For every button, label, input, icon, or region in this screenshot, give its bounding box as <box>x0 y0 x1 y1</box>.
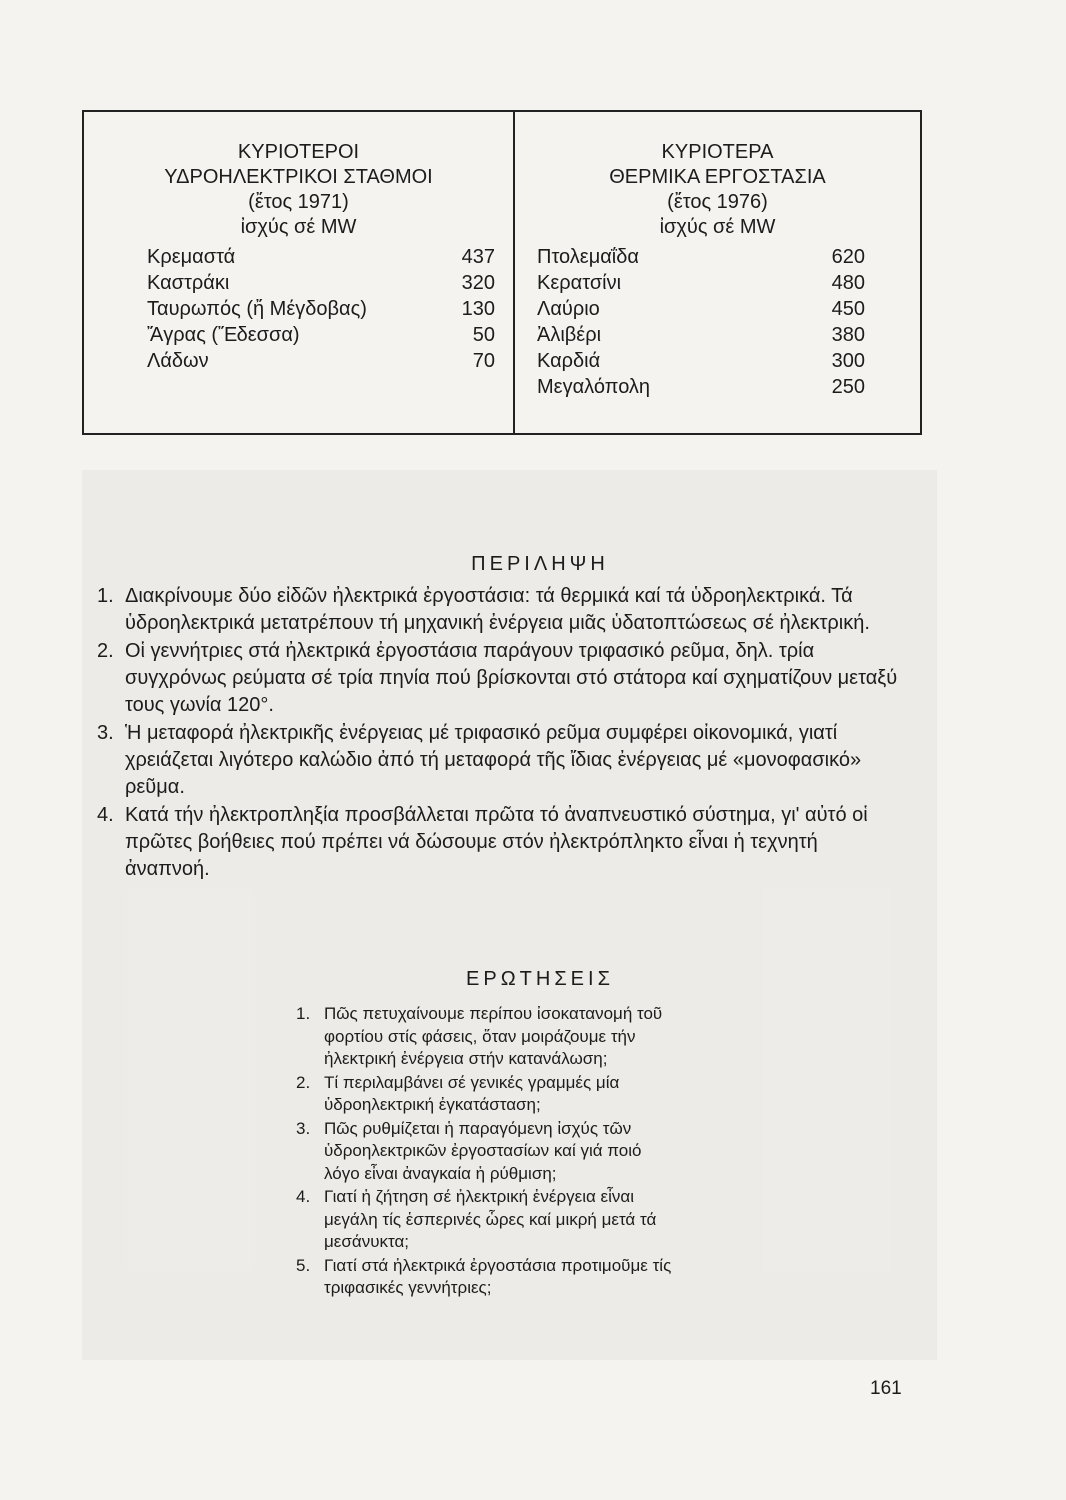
page-number: 161 <box>870 1378 902 1399</box>
summary-item <box>97 638 907 719</box>
header-line: ΚΥΡΙΟΤΕΡΟΙ <box>237 141 360 163</box>
plant-power: 300 <box>831 350 865 372</box>
item-text: Τί περιλαμβάνει σέ γενικές γραμμές μία ὑδροηλεκτρική ἐγκατάσταση; <box>324 1072 620 1114</box>
station-name: Ἄγρας (Ἔδεσσα) <box>147 324 300 346</box>
item-text: Γιατί ἡ ζήτηση σέ ἠλεκτρική ἐνέργεια εἶναι μεγάλη τίς ἑσπερινές ὧρες καί μικρή μετά τά μεσάνυκτα; <box>324 1187 657 1251</box>
summary-item <box>97 583 907 637</box>
station-power: 437 <box>461 246 495 268</box>
item-text: Οἱ γεννήτριες στά ἠλεκτρικά ἐργοστάσια παράγουν τριφασικό ρεῦμα, δηλ. τρία συγχρόνως ρεύματα σέ τρία πηνία πού βρίσκονται στό στάτορα καί σχηματίζουν μεταξύ τους γωνία 120°. <box>125 640 898 716</box>
header-line: (ἔτος 1971) <box>248 191 349 213</box>
plant-name: Ἀλιβέρι <box>537 324 602 346</box>
table-row <box>515 322 920 348</box>
header-line: ΚΥΡΙΟΤΕΡΑ <box>661 141 774 163</box>
station-name: Κρεμαστά <box>147 246 236 268</box>
plant-name: Μεγαλόπολη <box>537 376 651 398</box>
station-name: Καστράκι <box>147 272 230 294</box>
table-row <box>515 244 920 270</box>
question-item <box>296 1072 676 1117</box>
item-text: Ἡ μεταφορά ἠλεκτρικῆς ἐνέργειας μέ τριφασικό ρεῦμα συμφέρει οἰκονομικά, γιατί χρειάζεται λιγότερο καλώδιο ἀπό τή μεταφορά τῆς ἴδιας ἐνέργειας μέ «μονοφασικό» ρεῦμα. <box>125 722 862 798</box>
table-row <box>84 322 513 348</box>
item-number: 5. <box>296 1255 311 1275</box>
station-power: 320 <box>461 272 495 294</box>
table-row <box>515 270 920 296</box>
item-text: Διακρίνουμε δύο εἰδῶν ἠλεκτρικά ἐργοστάσια: τά θερμικά καί τά ὑδροηλεκτρικά. Τά ὑδροηλεκτρικά μετατρέπουν τή μηχανική ἐνέργεια μιᾶς ὑδατοπτώσεως σέ ἠλεκτρική. <box>125 585 870 634</box>
questions-list <box>296 1003 676 1301</box>
table-row <box>84 244 513 270</box>
table-row <box>515 296 920 322</box>
table-row <box>84 270 513 296</box>
header-line: (ἔτος 1976) <box>667 191 768 213</box>
station-power: 70 <box>472 350 495 372</box>
item-number: 1. <box>296 1004 311 1023</box>
plant-name: Πτολεμαΐδα <box>537 246 639 268</box>
plant-name: Λαύριο <box>537 298 600 320</box>
item-number: 4. <box>296 1187 311 1206</box>
header-line: ἰσχύς σέ MW <box>240 216 357 238</box>
item-number: 3. <box>97 722 114 744</box>
item-number: 4. <box>97 804 114 826</box>
summary-title: ΠΕΡΙΛΗΨΗ <box>471 553 609 575</box>
question-item <box>296 1003 676 1071</box>
item-text: Γιατί στά ἠλεκτρικά ἐργοστάσια προτιμοῦμε τίς τριφασικές γεννήτριες; <box>324 1255 672 1297</box>
station-name: Ταυρωπός (ἤ Μέγδοβας) <box>147 298 367 320</box>
plant-power: 620 <box>831 246 865 268</box>
station-power: 50 <box>472 324 495 346</box>
plant-power: 450 <box>831 298 865 320</box>
item-number: 1. <box>97 585 114 607</box>
table-row <box>515 348 920 374</box>
table-row <box>84 296 513 322</box>
hydro-stations-header <box>84 140 513 240</box>
item-number: 2. <box>97 640 114 662</box>
question-item <box>296 1118 676 1186</box>
thermal-plants-column <box>515 140 920 400</box>
power-stations-table <box>82 110 922 435</box>
station-name: Λάδων <box>147 350 209 372</box>
header-line: ΥΔΡΟΗΛΕΚΤΡΙΚΟΙ ΣΤΑΘΜΟΙ <box>164 166 433 188</box>
summary-item <box>97 802 907 883</box>
thermal-plants-header <box>515 140 920 240</box>
station-power: 130 <box>461 298 495 320</box>
question-item <box>296 1186 676 1254</box>
summary-item <box>97 720 907 801</box>
header-line: ΘΕΡΜΙΚΑ ΕΡΓΟΣΤΑΣΙΑ <box>609 166 826 188</box>
plant-power: 480 <box>831 272 865 294</box>
item-number: 2. <box>296 1072 311 1092</box>
item-text: Κατά τήν ἠλεκτροπληξία προσβάλλεται πρῶτα τό ἀναπνευστικό σύστημα, γι' αὐτό οἱ πρῶτες βοήθειες πού πρέπει νά δώσουμε στόν ἠλεκτρόπληκτο εἶναι ἡ τεχνητή ἀναπνοή. <box>125 804 868 880</box>
header-line: ἰσχύς σέ MW <box>659 216 776 238</box>
plant-name: Καρδιά <box>537 350 601 372</box>
plant-power: 380 <box>831 324 865 346</box>
table-row <box>515 374 920 400</box>
questions-title: ΕΡΩΤΗΣΕΙΣ <box>466 968 614 990</box>
item-text: Πῶς πετυχαίνουμε περίπου ἰσοκατανομή τοῦ φορτίου στίς φάσεις, ὅταν μοιράζουμε τήν ἠλεκτρική ἐνέργεια στήν κατανάλωση; <box>324 1004 663 1068</box>
hydro-stations-column <box>84 140 513 374</box>
item-number: 3. <box>296 1118 311 1138</box>
question-item <box>296 1255 676 1300</box>
table-row <box>84 348 513 374</box>
item-text: Πῶς ρυθμίζεται ἡ παραγόμενη ἰσχύς τῶν ὑδροηλεκτρικῶν ἐργοστασίων καί γιά ποιό λόγο εἶναι ἀναγκαία ἡ ρύθμιση; <box>324 1118 642 1183</box>
summary-list <box>97 583 907 884</box>
plant-name: Κερατσίνι <box>537 272 622 294</box>
plant-power: 250 <box>831 376 865 398</box>
